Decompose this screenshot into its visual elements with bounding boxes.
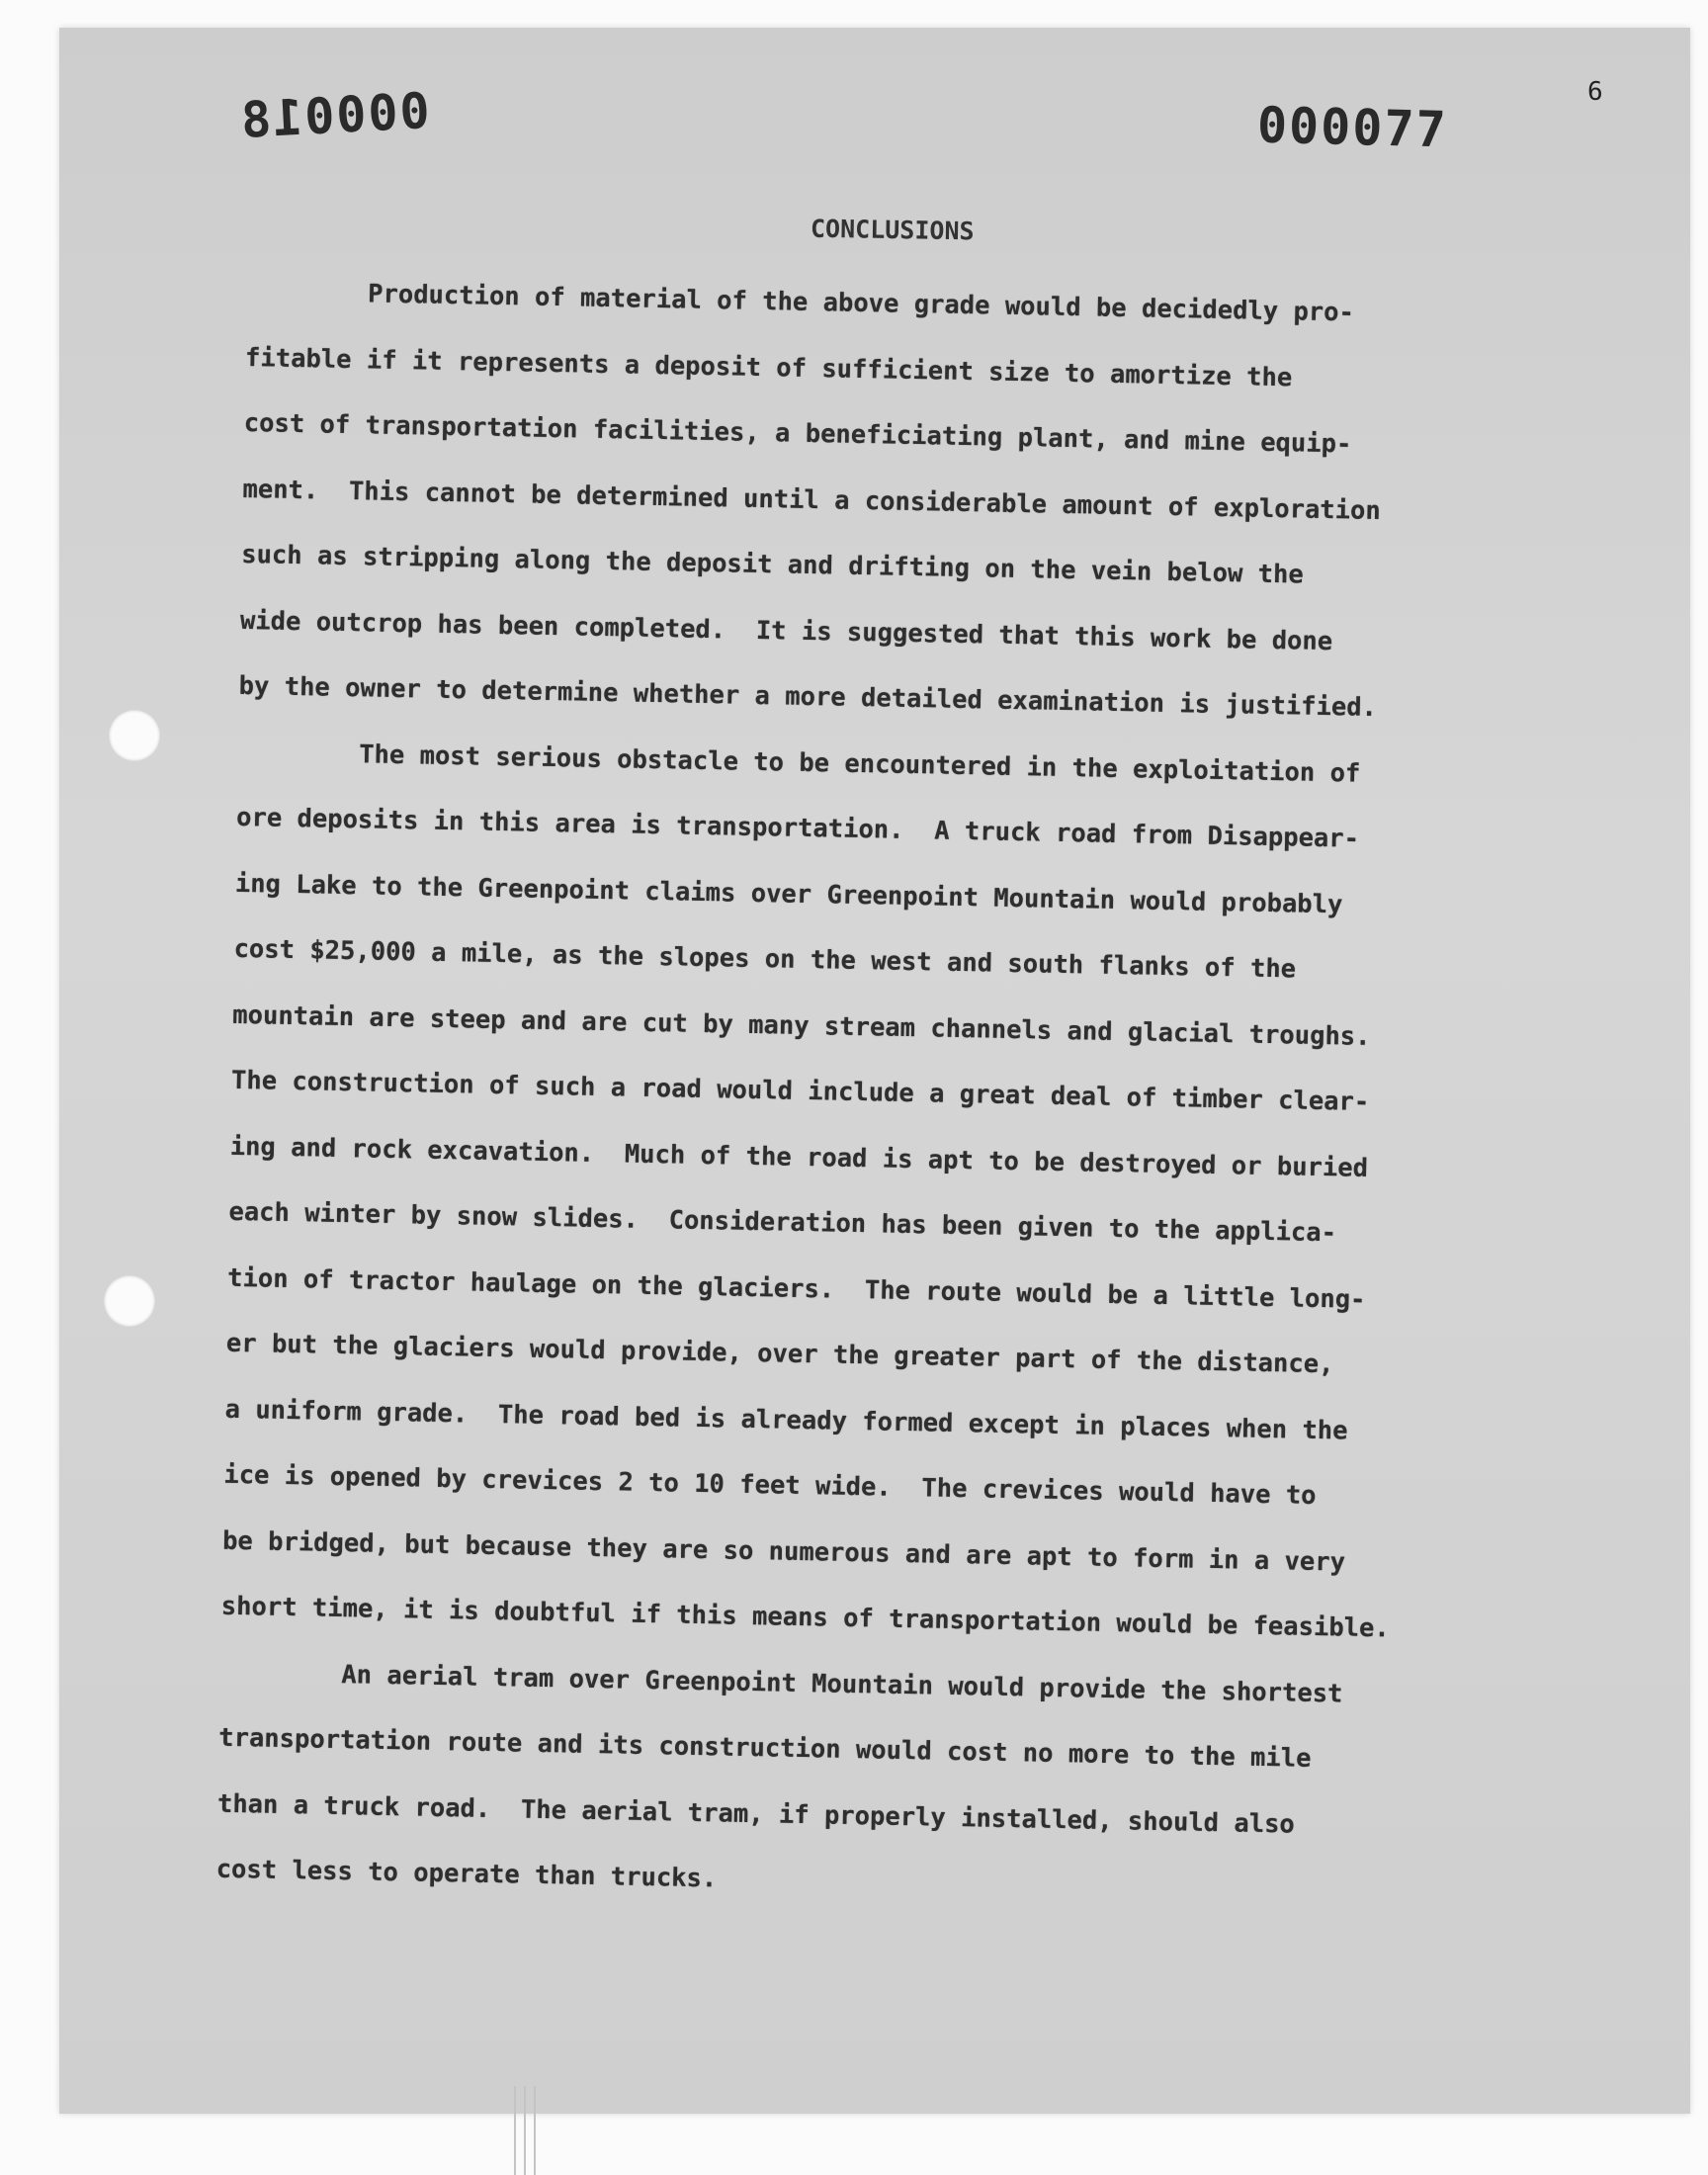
body-text [215,259,1562,1928]
scan-artifact-line [534,2086,536,2175]
paragraph: An aerial tram over Greenpoint Mountain would provide the shortest transportation route and its construction would cost no more to the mile than a truck road. The aerial tram, if properly installed, should also cost less to operate than trucks. [215,1657,1343,1894]
punch-hole-bottom [104,1275,155,1327]
paragraph: The most serious obstacle to be encountered in the exploitation of ore deposits in this area is transportation. A truck road from Disappear- ing Lake to the Greenpoint claims over Greenpoint Mountain would probably cost $25,000 a mile, as the slopes on the west and south flanks of the mountain are steep and are cut by many stream channels and glacial troughs. The construction of such a road would include a great deal of timber clear- ing and rock excavation. Much of the road is apt to be destroyed or buried each winter by snow slides. Consideration has been given to the applica- tion of tractor haulage on the glaciers. The route would be a little long- er but the glaciers would provide, over the greater part of the distance, a uniform grade. The road bed is already formed except in places when the ice is opened by crevices 2 to 10 feet wide. The crevices would have to be bridged, but because they are so numerous and are apt to form in a very short time, it is doubtful if this means of transportation would be feasible. [220,737,1391,1644]
punch-hole-top [109,710,160,761]
document-stamp-right: 000077 [1256,96,1449,159]
section-heading: CONCLUSIONS [810,214,975,246]
scan-artifact-line [524,2086,526,2175]
page-number: 6 [1587,77,1603,107]
document-stamp-left: 000018 [237,81,432,150]
paragraph: Production of material of the above grade would be decidedly pro- fitable if it represents a deposit of sufficient size to amortize the cost of transportation facilities, a beneficiating plant, and mine equip- ment. This cannot be determined until a considerable amount of exploration such as stripping along the deposit and drifting on the vein below the wide outcrop has been completed. It is suggested that this work be done by the owner to determine whether a more detailed examination is justified. [238,276,1382,724]
scan-artifact-line [514,2086,516,2175]
